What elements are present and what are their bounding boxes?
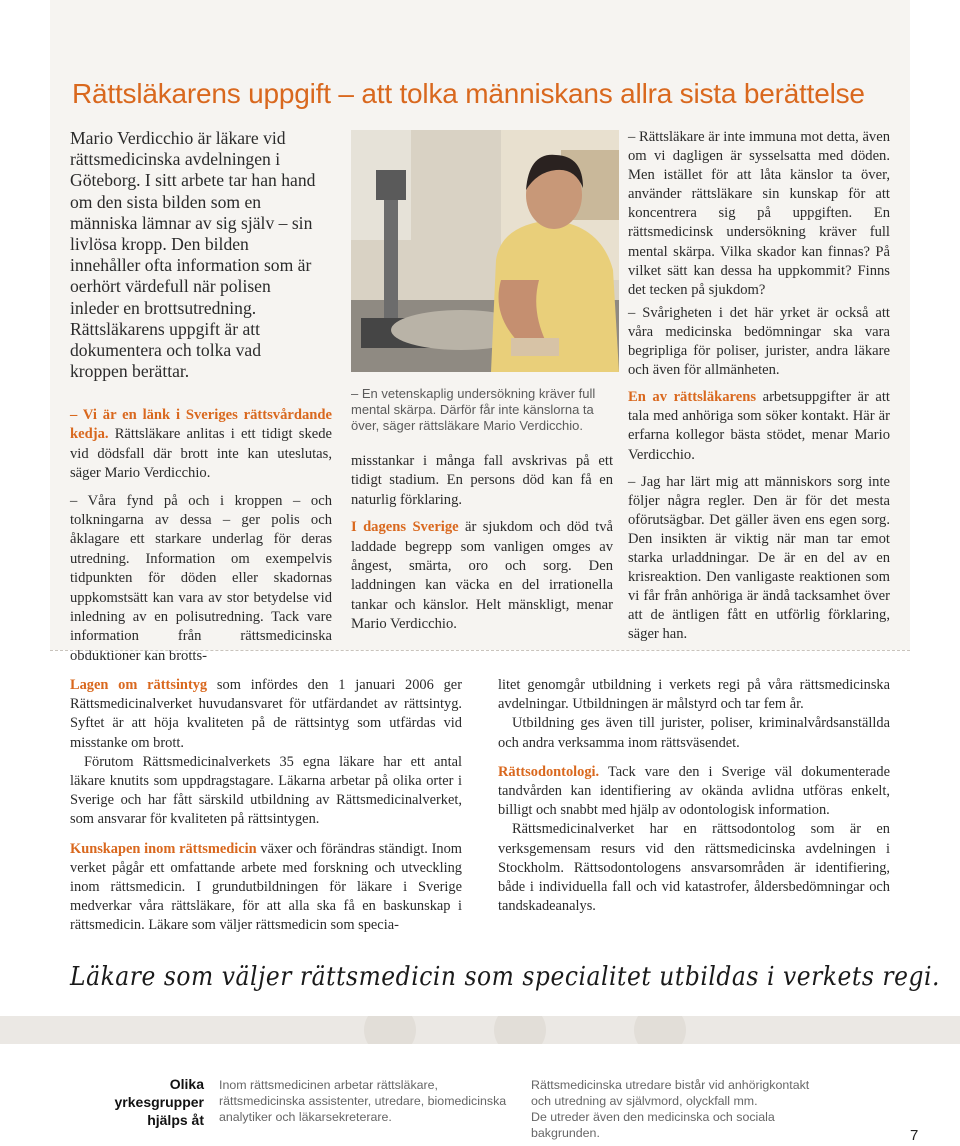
footer-column-1 xyxy=(219,1077,509,1125)
footer-text-1: Inom rättsmedicinen arbetar rättsläkare, rättsmedicinska assistenter, utredare, biomedicinska analytiker och läkarsekreterare. xyxy=(219,1078,507,1124)
left-highlight: – Vi är en länk i Sveriges rättsvårdande kedja. xyxy=(70,407,332,443)
article-headline: Rättsläkarens uppgift – att tolka människans allra sista berättelse xyxy=(72,78,865,109)
fact-highlight-2: Kunskapen inom rättsmedicin xyxy=(70,840,257,857)
right-column xyxy=(628,128,890,648)
fact-paragraph-5: Utbildning ges även till jurister, poliser, kriminalvårdsanställda och andra verksamma inom rättsväsendet. xyxy=(498,715,890,751)
fact-paragraph-2: Förutom Rättsmedicinalverkets 35 egna läkare har ett antal läkare knutits som uppdragstagare. Läkarna arbetar på olika orter i Sverige och har fått särskild utbildning av Rättsmedicinalverket, som ansvarar för kvaliteten på rättsintygen. xyxy=(70,753,462,828)
middle-highlight: I dagens Sverige xyxy=(351,519,459,536)
left-paragraph-1-text: Rättsläkare anlitas i ett tidigt skede vid dödsfall där brott inte kan uteslutas, säger Mario Verdicchio. xyxy=(70,426,332,482)
left-paragraph-1 xyxy=(70,406,332,484)
fact-paragraph-3-text: växer och förändras ständigt. Inom verket pågår ett omfattande arbete med forskning och utveckling inom rättsmedicin. I grundutbildningen för läkare i Sverige medverkar våra rättsläkare, för att alla ska få en baskunskap i rättsmedicin. Läkare som väljer rättsmedicin som specia- xyxy=(70,840,462,934)
right-paragraph-4: – Jag har lärt mig att människors sorg inte följer några regler. Den är för det mesta oförutsägbar. Det gäller även ens egen sorg. Den insikten är viktig när man tar emot starka urladdningar. De är en del av en krisreaktion. Den vanligaste reaktionen som vi får från anhöriga är ändå tacksamhet över att de äntligen fått en utförlig förklaring, säger han. xyxy=(628,473,890,643)
footer-title-line: yrkesgrupper xyxy=(114,1094,204,1110)
fact-highlight-1: Lagen om rättsintyg xyxy=(70,677,208,693)
footer-title-line: hjälps åt xyxy=(147,1112,204,1128)
left-column xyxy=(70,406,332,674)
right-paragraph-3 xyxy=(628,388,890,464)
footer-title xyxy=(110,1075,204,1129)
middle-paragraph-1: misstankar i många fall avskrivas på ett tidigt stadium. En persons död kan få en naturlig förklaring. xyxy=(351,453,613,508)
decorative-pattern xyxy=(0,1016,960,1044)
right-paragraph-2: – Svårigheten i det här yrket är också att våra medicinska bedömningar ska vara begripliga för poliser, jurister, andra läkare och även för allmänheten. xyxy=(628,304,890,379)
right-paragraph-3-text: arbetsuppgifter är att tala med anhöriga som söker kontakt. Här är erfarna kollegor bästa stödet, menar Mario Verdicchio. xyxy=(628,389,890,463)
footer-band xyxy=(0,1016,960,1044)
fact-paragraph-1 xyxy=(70,676,462,753)
section-divider xyxy=(50,650,910,653)
fact-paragraph-4: litet genomgår utbildning i verkets regi på våra rättsmedicinska avdelningar. Utbildningen är målstyrd och tar fem år. xyxy=(498,677,890,713)
fact-highlight-3: Rättsodontologi. xyxy=(498,763,600,780)
middle-paragraph-2 xyxy=(351,518,613,634)
right-highlight: En av rättsläkarens xyxy=(628,389,757,406)
footer-text-3: De utreder även den medicinska och sociala bakgrunden. xyxy=(531,1110,775,1140)
lead-text: Mario Verdicchio är läkare vid rättsmedicinska avdelningen i Göteborg. I sitt arbete tar han hand om den sista bilden som en människa lämnar av sig själv – sin livlösa kropp. Den bilden innehåller ofta information som är oerhört värdefull när polisen inleder en brottsutredning. Rättsläkarens uppgift är att dokumentera och tolka vad kroppen berättar. xyxy=(70,128,316,382)
fact-paragraph-3 xyxy=(70,840,462,936)
portrait-image xyxy=(351,130,619,372)
fact-paragraph-1-text: som infördes den 1 januari 2006 ger Rättsmedicinalverket huvudansvaret för utfärdandet av rättsintyg. Syftet är att höja kvaliteten på de rättsintyg som utfärdas vid misstanke om brott. xyxy=(70,677,462,751)
fact-paragraph-7: Rättsmedicinalverket har en rättsodontolog som är en verksgemensam resurs vid den rättsmedicinska avdelningen i Stockholm. Rättsodontologens ansvarsområden är identifiering, både i individuella fall och vid katastrofer, åldersbedömningar och tandskadeanalys. xyxy=(498,821,890,915)
lead-paragraph xyxy=(70,128,320,382)
footer-text-2: Rättsmedicinska utredare bistår vid anhörigkontakt och utredning av självmord, olyckfall mm. xyxy=(531,1078,810,1108)
fact-paragraph-6-text: Tack vare den i Sverige väl dokumenterade tandvården kan identifiering av okända avlidna utföras enkelt, billigt och snabbt med hjälp av odontologisk information. xyxy=(498,763,890,819)
footer-title-line: Olika xyxy=(169,1076,204,1092)
footer-column-2 xyxy=(531,1077,821,1141)
right-paragraph-1: – Rättsläkare är inte immuna mot detta, även om vi dagligen är sysselsatta med döden. Men istället för att låta känslor ta över, använder rättsläkare sin kunskap för att koncentrera sig på uppgiften. En rättsmedicinsk undersökning kräver full mental skärpa. Vilka skador kan finnas? På vilket sätt kan dessa ha uppkommit? Finns det tecken på sjukdom? xyxy=(628,129,890,298)
middle-column xyxy=(351,452,613,643)
fact-box-left xyxy=(70,676,462,936)
fact-paragraph-6 xyxy=(498,763,890,821)
left-paragraph-2: – Våra fynd på och i kroppen – och tolkningarna av dessa – ger polis och åklagare ett starkare underlag för deras utredning. Information om exempelvis tidpunkten för döden eller skadornas uppkomstsätt kan vara av stor betydelse vid inledning av en polisutredning. Tack vare information från rättsmedicinska obduktioner kan brotts- xyxy=(70,492,332,664)
page-number: 7 xyxy=(910,1127,919,1144)
middle-paragraph-2-text: är sjukdom och död två laddade begrepp som vanligen omges av ångest, smärta, oro och sorg. Den laddningen kan väcka en del irrationella tankar och känslor. Helt mänskligt, menar Mario Verdicchio. xyxy=(351,519,613,633)
portrait-photo xyxy=(351,130,619,372)
photo-caption: – En vetenskaplig undersökning kräver full mental skärpa. Därför får inte känslorna ta över, säger rättsläkare Mario Verdicchio. xyxy=(351,386,596,433)
fact-box-right xyxy=(498,676,890,926)
pull-quote: Läkare som väljer rättsmedicin som specialitet utbildas i verkets regi. xyxy=(70,962,941,992)
